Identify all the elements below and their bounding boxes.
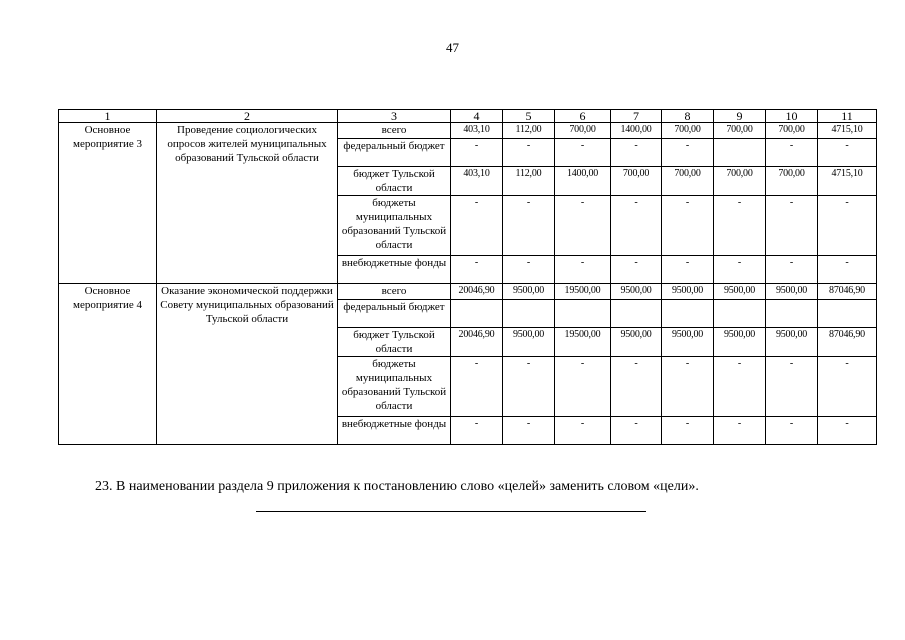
amount-cell: 1400,00 [555, 167, 611, 196]
column-header: 2 [157, 110, 338, 123]
funding-source: внебюджетные фонды [338, 256, 451, 284]
amount-cell: 9500,00 [662, 328, 714, 357]
amount-cell: - [818, 357, 877, 417]
amount-cell: 9500,00 [611, 328, 662, 357]
amount-cell: - [766, 417, 818, 445]
amount-cell: - [766, 357, 818, 417]
amount-cell: - [662, 196, 714, 256]
funding-source: бюджеты муниципальных образований Тульской области [338, 196, 451, 256]
amount-cell: - [714, 417, 766, 445]
amount-cell: 700,00 [714, 123, 766, 139]
amount-cell: - [503, 139, 555, 167]
amount-cell: - [714, 256, 766, 284]
column-header: 4 [451, 110, 503, 123]
amount-cell: - [818, 196, 877, 256]
amount-cell: 700,00 [766, 123, 818, 139]
amount-cell: - [766, 139, 818, 167]
amount-cell: 9500,00 [611, 284, 662, 300]
amount-cell: - [503, 357, 555, 417]
table-row [59, 123, 877, 139]
funding-source: бюджет Тульской области [338, 328, 451, 357]
amount-cell: - [555, 256, 611, 284]
amount-cell: 403,10 [451, 123, 503, 139]
column-header: 10 [766, 110, 818, 123]
column-header: 11 [818, 110, 877, 123]
column-header: 8 [662, 110, 714, 123]
amount-cell: - [766, 196, 818, 256]
amount-cell: 700,00 [662, 123, 714, 139]
amount-cell: - [451, 139, 503, 167]
amount-cell: 112,00 [503, 123, 555, 139]
header-row [59, 110, 877, 123]
amount-cell: 700,00 [611, 167, 662, 196]
amount-cell: 87046,90 [818, 284, 877, 300]
amount-cell [555, 300, 611, 328]
amount-cell: 19500,00 [555, 328, 611, 357]
amount-cell: - [451, 196, 503, 256]
amount-cell [818, 300, 877, 328]
amount-cell: 20046,90 [451, 284, 503, 300]
separator-line [256, 511, 646, 512]
amount-cell [714, 300, 766, 328]
activity-label: Основное мероприятие 4 [59, 284, 157, 445]
amount-cell: - [818, 256, 877, 284]
funding-source: бюджеты муниципальных образований Тульской области [338, 357, 451, 417]
column-header: 7 [611, 110, 662, 123]
page-number: 47 [446, 40, 459, 55]
amount-cell: 700,00 [714, 167, 766, 196]
amount-cell: - [503, 417, 555, 445]
amount-cell: - [555, 139, 611, 167]
column-header: 5 [503, 110, 555, 123]
funding-source: федеральный бюджет [338, 139, 451, 167]
amount-cell: 9500,00 [714, 328, 766, 357]
amount-cell [611, 300, 662, 328]
amount-cell: 20046,90 [451, 328, 503, 357]
amount-cell: 700,00 [662, 167, 714, 196]
amount-cell: - [555, 357, 611, 417]
amount-cell: 9500,00 [503, 284, 555, 300]
amount-cell: - [503, 196, 555, 256]
funding-source: всего [338, 284, 451, 300]
amount-cell: - [662, 417, 714, 445]
amount-cell: - [714, 196, 766, 256]
amount-cell: 700,00 [555, 123, 611, 139]
amount-cell: - [818, 417, 877, 445]
amount-cell: 9500,00 [766, 284, 818, 300]
amount-cell: - [818, 139, 877, 167]
amount-cell: - [503, 256, 555, 284]
funding-source: внебюджетные фонды [338, 417, 451, 445]
column-header: 3 [338, 110, 451, 123]
amount-cell: 9500,00 [503, 328, 555, 357]
activity-description: Оказание экономической поддержки Совету муниципальных образований Тульской области [157, 284, 338, 445]
amount-cell [714, 139, 766, 167]
amount-cell: 112,00 [503, 167, 555, 196]
activity-label: Основное мероприятие 3 [59, 123, 157, 284]
amount-cell [503, 300, 555, 328]
funding-source: всего [338, 123, 451, 139]
amount-cell: - [555, 196, 611, 256]
amount-cell: - [451, 256, 503, 284]
amount-cell: 19500,00 [555, 284, 611, 300]
amount-cell: - [662, 357, 714, 417]
funding-source: федеральный бюджет [338, 300, 451, 328]
column-header: 9 [714, 110, 766, 123]
amount-cell: - [662, 256, 714, 284]
amount-cell: 700,00 [766, 167, 818, 196]
amount-cell: - [611, 196, 662, 256]
amount-cell: 87046,90 [818, 328, 877, 357]
amount-cell [662, 300, 714, 328]
column-header: 6 [555, 110, 611, 123]
amount-cell: 9500,00 [714, 284, 766, 300]
column-header: 1 [59, 110, 157, 123]
amount-cell: 403,10 [451, 167, 503, 196]
amount-cell: 4715,10 [818, 167, 877, 196]
amount-cell: - [451, 357, 503, 417]
activity-description: Проведение социологических опросов жителей муниципальных образований Тульской области [157, 123, 338, 284]
amount-cell: 1400,00 [611, 123, 662, 139]
table-row [59, 284, 877, 300]
amendment-text: 23. В наименовании раздела 9 приложения к постановлению слово «целей» заменить словом «цели». [95, 479, 699, 494]
amount-cell: 9500,00 [662, 284, 714, 300]
amount-cell: - [451, 417, 503, 445]
amount-cell: - [611, 139, 662, 167]
amount-cell: - [714, 357, 766, 417]
budget-table [58, 109, 877, 445]
amount-cell [766, 300, 818, 328]
amount-cell: - [662, 139, 714, 167]
amount-cell: 4715,10 [818, 123, 877, 139]
amount-cell: - [611, 357, 662, 417]
amount-cell: 9500,00 [766, 328, 818, 357]
amount-cell: - [611, 256, 662, 284]
amount-cell: - [611, 417, 662, 445]
amount-cell: - [555, 417, 611, 445]
amount-cell [451, 300, 503, 328]
funding-source: бюджет Тульской области [338, 167, 451, 196]
amount-cell: - [766, 256, 818, 284]
